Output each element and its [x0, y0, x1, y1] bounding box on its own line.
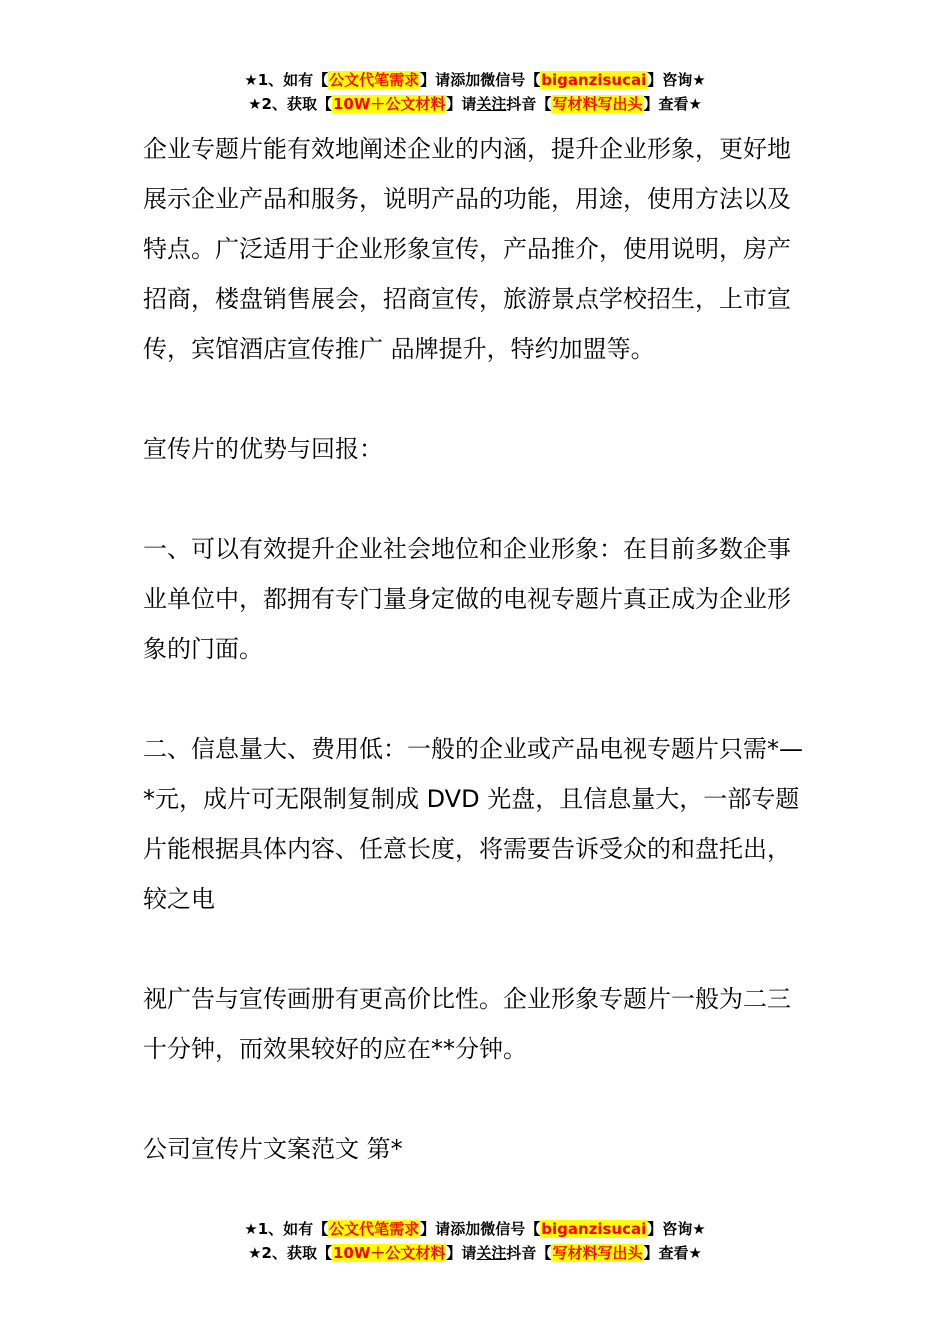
banner-text: 添加 — [450, 71, 481, 89]
paragraph-heading-advantages: 宣传片的优势与回报： — [143, 435, 383, 463]
banner-text: 】查看★ — [643, 1244, 702, 1262]
banner-text: 】请 — [420, 71, 451, 89]
banner-text: 】查看★ — [643, 95, 702, 113]
banner-text: 】请 — [420, 1220, 451, 1238]
banner-text: ★1、如有【 — [244, 71, 329, 89]
paragraph-point-2: 二、信息量大、费用低：一般的企业或产品电视专题片只需*—*元，成片可无限制复制成 DVD 光盘，且信息量大，一部专题片能根据具体内容、任意长度，将需要告诉受众的和盘托出，较之电 — [143, 735, 803, 913]
highlight-materials: 10W＋公文材料 — [332, 1244, 446, 1262]
header-banner — [0, 68, 950, 116]
banner-text: ★1、如有【 — [244, 1220, 329, 1238]
document-body — [143, 124, 808, 1174]
banner-line-1 — [0, 1217, 950, 1241]
banner-text: 添加 — [450, 1220, 481, 1238]
footer-banner — [0, 1217, 950, 1265]
banner-text: 】请 — [446, 1244, 477, 1262]
banner-text: 】咨询★ — [647, 71, 706, 89]
highlight-service: 公文代笔需求 — [329, 1220, 420, 1238]
banner-line-2 — [0, 1241, 950, 1265]
highlight-wechat-id: biganzisucai — [541, 71, 647, 89]
banner-line-1 — [0, 68, 950, 92]
highlight-douyin-account: 写材料写出头 — [552, 1244, 643, 1262]
paragraph-point-2-continued: 视广告与宣传画册有更高价比性。企业形象专题片一般为二三十分钟，而效果较好的应在**分钟。 — [143, 985, 791, 1063]
highlight-douyin-account: 写材料写出头 — [552, 95, 643, 113]
paragraph-spacer — [143, 474, 808, 524]
paragraph-spacer — [143, 674, 808, 724]
highlight-service: 公文代笔需求 — [329, 71, 420, 89]
banner-text: 】咨询★ — [647, 1220, 706, 1238]
banner-text: ★2、获取【 — [248, 95, 332, 113]
banner-text: 微信号【 — [480, 71, 541, 89]
banner-text: 】请 — [446, 95, 477, 113]
banner-text: 微信号【 — [480, 1220, 541, 1238]
banner-text: 抖音【 — [506, 1244, 552, 1262]
banner-text: 关注 — [476, 95, 507, 113]
banner-text: 关注 — [476, 1244, 507, 1262]
paragraph-spacer — [143, 924, 808, 974]
banner-line-2 — [0, 92, 950, 116]
banner-text: ★2、获取【 — [248, 1244, 332, 1262]
banner-text: 抖音【 — [506, 95, 552, 113]
paragraph-spacer — [143, 374, 808, 424]
paragraph-intro: 企业专题片能有效地阐述企业的内涵，提升企业形象，更好地展示企业产品和服务，说明产品的功能，用途，使用方法以及特点。广泛适用于企业形象宣传，产品推介，使用说明，房产招商，楼盘销售展会，招商宣传，旅游景点学校招生，上市宣传，宾馆酒店宣传推广 品牌提升，特约加盟等。 — [143, 135, 791, 363]
paragraph-spacer — [143, 1074, 808, 1124]
highlight-wechat-id: biganzisucai — [541, 1220, 647, 1238]
paragraph-section-title: 公司宣传片文案范文 第* — [143, 1135, 403, 1163]
highlight-materials: 10W＋公文材料 — [332, 95, 446, 113]
paragraph-point-1: 一、可以有效提升企业社会地位和企业形象：在目前多数企事业单位中，都拥有专门量身定做的电视专题片真正成为企业形象的门面。 — [143, 535, 791, 663]
